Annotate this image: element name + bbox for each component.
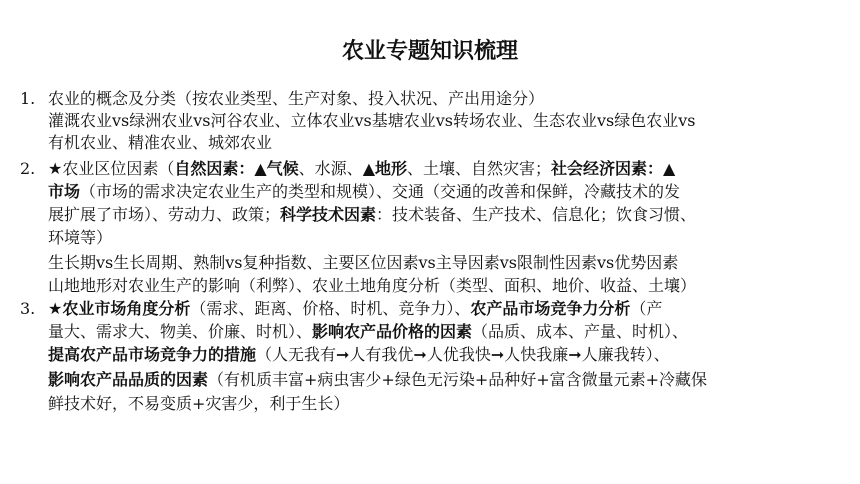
text-segment: 量大、需求大、物美、价廉、时机）、 bbox=[48, 322, 313, 341]
item-3-text bbox=[48, 298, 662, 320]
star-icon: ★ bbox=[48, 299, 63, 318]
bold-term: 影响农产品价格的因素 bbox=[312, 322, 473, 341]
item-3-text: 鲜技术好，不易变质+灾害少，利于生长） bbox=[48, 394, 350, 413]
star-icon: ★ bbox=[48, 159, 63, 178]
text-segment: 农业区位因素（ bbox=[62, 159, 175, 178]
item-1-number: 1. bbox=[20, 89, 36, 108]
item-3-text bbox=[48, 344, 670, 366]
text-segment: （需求、距离、价格、时机、竞争力）、 bbox=[190, 299, 471, 318]
bold-term: 科学技术因素 bbox=[280, 205, 377, 224]
bold-term: ▲地形 bbox=[362, 159, 407, 178]
bold-term: 农业市场角度分析 bbox=[62, 299, 191, 318]
text-segment: （人无我有➞人有我优➞人优我快➞人快我廉➞人廉我转）、 bbox=[256, 345, 670, 364]
item-1-text: 灌溉农业vs绿洲农业vs河谷农业、立体农业vs基塘农业vs转场农业、生态农业vs绿色农业vs bbox=[48, 111, 696, 130]
bold-term: 提高农产品市场竞争力的措施 bbox=[48, 345, 257, 364]
bold-term: 农产品市场竞争力分析 bbox=[470, 299, 631, 318]
item-1-text: 有机农业、精准农业、城郊农业 bbox=[48, 133, 273, 152]
text-segment: 、土壤、自然灾害； bbox=[407, 159, 552, 178]
text-segment: （市场的需求决定农业生产的类型和规模）、交通（交通的改善和保鲜，冷藏技术的发 bbox=[80, 182, 681, 201]
bold-term: 自然因素：▲气候 bbox=[174, 159, 299, 178]
text-segment: 展扩展了市场）、劳动力、政策； bbox=[48, 205, 281, 224]
text-segment: 、水源、 bbox=[298, 159, 363, 178]
item-2-number: 2. bbox=[20, 159, 36, 178]
item-3-text bbox=[48, 369, 707, 391]
item-3-text bbox=[48, 321, 688, 343]
item-3-number: 3. bbox=[20, 299, 36, 318]
item-2-text: 环境等） bbox=[48, 228, 113, 247]
bold-term: 社会经济因素：▲ bbox=[551, 159, 676, 178]
item-2-text bbox=[48, 158, 675, 180]
bold-term: 市场 bbox=[48, 182, 81, 201]
text-segment: （有机质丰富+病虫害少+绿色无污染+品种好+富含微量元素+冷藏保 bbox=[208, 370, 708, 389]
item-2-text: 山地地形对农业生产的影响（利弊）、农业土地角度分析（类型、面积、地价、收益、土壤） bbox=[48, 276, 697, 295]
text-segment: ：技术装备、生产技术、信息化；饮食习惯、 bbox=[376, 205, 697, 224]
item-2-text bbox=[48, 181, 680, 203]
text-segment: （品质、成本、产量、时机）、 bbox=[472, 322, 689, 341]
page-title: 农业专题知识梳理 bbox=[341, 39, 518, 64]
item-1-text: 农业的概念及分类（按农业类型、生产对象、投入状况、产出用途分） bbox=[48, 89, 545, 108]
item-2-text bbox=[48, 204, 696, 226]
text-segment: （产 bbox=[630, 299, 663, 318]
bold-term: 影响农产品品质的因素 bbox=[48, 370, 209, 389]
item-2-text: 生长期vs生长周期、熟制vs复种指数、主要区位因素vs主导因素vs限制性因素vs优势因素 bbox=[48, 253, 679, 272]
